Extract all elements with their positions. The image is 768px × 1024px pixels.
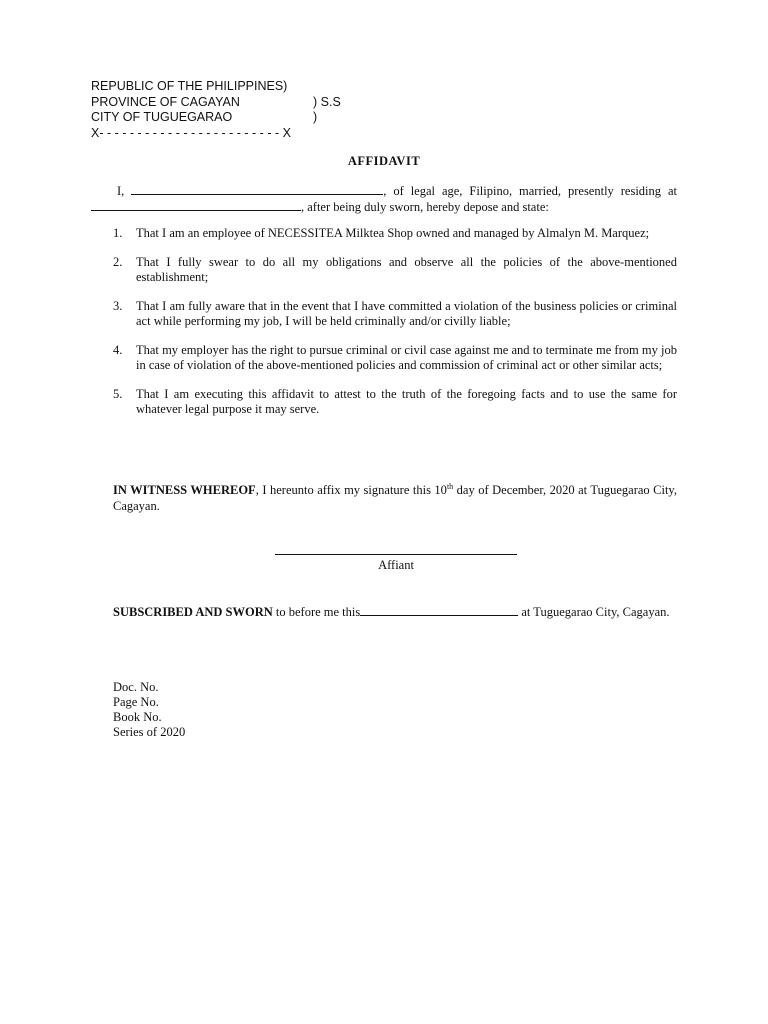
- name-blank-line: [131, 184, 383, 195]
- venue-block: [91, 79, 341, 141]
- statement-number: 2.: [113, 255, 123, 269]
- intro-paragraph: [91, 183, 677, 215]
- venue-city-paren: ): [313, 110, 318, 124]
- jurat-paragraph: [113, 604, 677, 620]
- statement-text: That I am an employee of NECESSITEA Milktea Shop owned and managed by Almalyn M. Marquez;: [136, 226, 650, 240]
- address-blank-line: [91, 200, 301, 211]
- intro-i: I,: [117, 184, 125, 198]
- venue-ss: ) S.S: [313, 94, 341, 109]
- witness-paragraph: [113, 482, 677, 514]
- statement-text: That my employer has the right to pursue criminal or civil case against me and to terminate me from my job in case of violation of the above-mentioned policies and commission of criminal act or other similar acts;: [136, 343, 677, 372]
- witness-text-1: , I hereunto affix my signature this 10: [255, 483, 447, 497]
- venue-republic: REPUBLIC OF THE PHILIPPINES): [91, 79, 288, 93]
- statement-list: [113, 226, 677, 417]
- witness-text-2: day of December, 2020 at Tuguegarao City, Cagayan.: [113, 483, 677, 513]
- venue-separator: X- - - - - - - - - - - - - - - - - - - - - - - - X: [91, 125, 291, 140]
- venue-city: CITY OF TUGUEGARAO: [91, 110, 233, 124]
- statement-item: [113, 255, 677, 285]
- statement-number: 4.: [113, 343, 123, 357]
- jurat-heading: SUBSCRIBED AND SWORN: [113, 605, 273, 619]
- venue-line-province: [91, 94, 341, 111]
- signature-line: [275, 554, 517, 555]
- date-blank-line: [360, 605, 518, 616]
- statement-text: That I am executing this affidavit to attest to the truth of the foregoing facts and to use the same for whatever legal purpose it may serve.: [136, 387, 677, 416]
- jurat-text-2: at Tuguegarao City, Cagayan.: [518, 605, 670, 619]
- page-no: Page No.: [113, 695, 159, 709]
- witness-heading: IN WITNESS WHEREOF: [113, 483, 256, 497]
- series-year: Series of 2020: [113, 725, 186, 739]
- statement-item: [113, 387, 677, 417]
- venue-line-republic: [91, 79, 291, 95]
- affiant-label: Affiant: [378, 558, 414, 572]
- book-no: Book No.: [113, 710, 162, 724]
- statement-item: [113, 343, 677, 373]
- intro-text-2: , after being duly sworn, hereby depose and state:: [301, 200, 549, 214]
- statement-text: That I fully swear to do all my obligations and observe all the policies of the above-mentioned establishment;: [136, 255, 677, 284]
- witness-ordinal: th: [446, 481, 454, 491]
- jurat-text-1: to before me this: [272, 605, 361, 619]
- statement-text: That I am fully aware that in the event that I have committed a violation of the business policies or criminal act while performing my job, I will be held criminally and/or civilly liable;: [136, 299, 677, 328]
- statement-number: 5.: [113, 387, 123, 401]
- doc-no: Doc. No.: [113, 680, 159, 694]
- statement-item: [113, 226, 677, 241]
- venue-line-city: [91, 110, 318, 126]
- intro-text-1: , of legal age, Filipino, married, presently residing at: [383, 184, 677, 198]
- notarial-register: [113, 680, 185, 740]
- statement-number: 3.: [113, 299, 123, 313]
- statement-number: 1.: [113, 226, 123, 240]
- document-title: AFFIDAVIT: [347, 154, 421, 168]
- statement-item: [113, 299, 677, 329]
- venue-province: PROVINCE OF CAGAYAN: [91, 94, 240, 109]
